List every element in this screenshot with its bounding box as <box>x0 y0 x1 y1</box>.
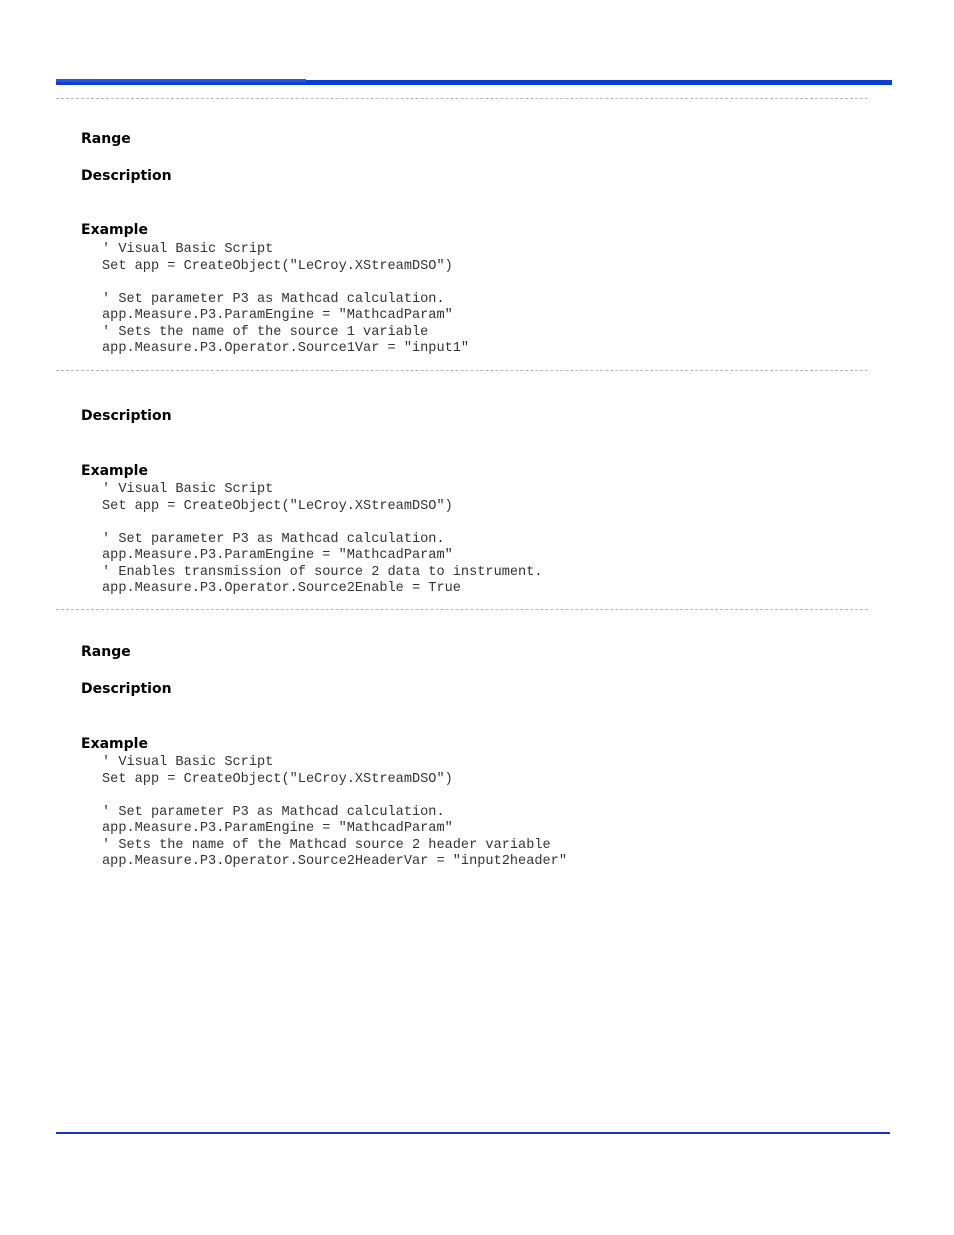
code-line: ' Set parameter P3 as Mathcad calculation. <box>102 804 445 820</box>
code-line: ' Sets the name of the source 1 variable <box>102 324 429 340</box>
code-line <box>102 788 567 805</box>
code-line: app.Measure.P3.ParamEngine = "MathcadParam" <box>102 821 453 836</box>
code-line: ' Set parameter P3 as Mathcad calculation. <box>102 291 445 307</box>
description-heading: Description <box>81 408 172 424</box>
code-line: ' Sets the name of the Mathcad source 2 header variable <box>102 837 551 853</box>
code-example <box>102 242 469 358</box>
code-line <box>102 515 543 532</box>
section-separator <box>56 609 868 610</box>
code-line: app.Measure.P3.Operator.Source1Var = "input1" <box>102 341 470 356</box>
code-line: ' Visual Basic Script <box>102 242 274 257</box>
range-heading: Range <box>81 131 131 147</box>
footer-rule <box>56 1132 890 1134</box>
code-line: ' Enables transmission of source 2 data to instrument. <box>102 564 543 580</box>
code-line: ' Visual Basic Script <box>102 482 274 497</box>
code-line <box>102 275 469 292</box>
code-line: Set app = CreateObject("LeCroy.XStreamDSO") <box>102 258 453 274</box>
code-example <box>102 755 567 871</box>
code-line: app.Measure.P3.ParamEngine = "MathcadParam" <box>102 548 453 563</box>
code-line: ' Set parameter P3 as Mathcad calculation. <box>102 531 445 547</box>
code-example <box>102 482 543 598</box>
code-line: app.Measure.P3.Operator.Source2HeaderVar = "input2header" <box>102 854 567 869</box>
section-separator <box>56 98 868 99</box>
code-line: ' Visual Basic Script <box>102 755 274 770</box>
range-heading: Range <box>81 644 131 660</box>
header-rule <box>56 80 892 85</box>
code-line: app.Measure.P3.Operator.Source2Enable = True <box>102 581 461 596</box>
example-heading: Example <box>81 463 148 479</box>
description-heading: Description <box>81 168 172 184</box>
example-heading: Example <box>81 736 148 752</box>
description-heading: Description <box>81 681 172 697</box>
code-line: Set app = CreateObject("LeCroy.XStreamDSO") <box>102 771 453 787</box>
example-heading: Example <box>81 222 148 238</box>
section-separator <box>56 370 868 371</box>
code-line: Set app = CreateObject("LeCroy.XStreamDSO") <box>102 498 453 514</box>
code-line: app.Measure.P3.ParamEngine = "MathcadParam" <box>102 308 453 323</box>
